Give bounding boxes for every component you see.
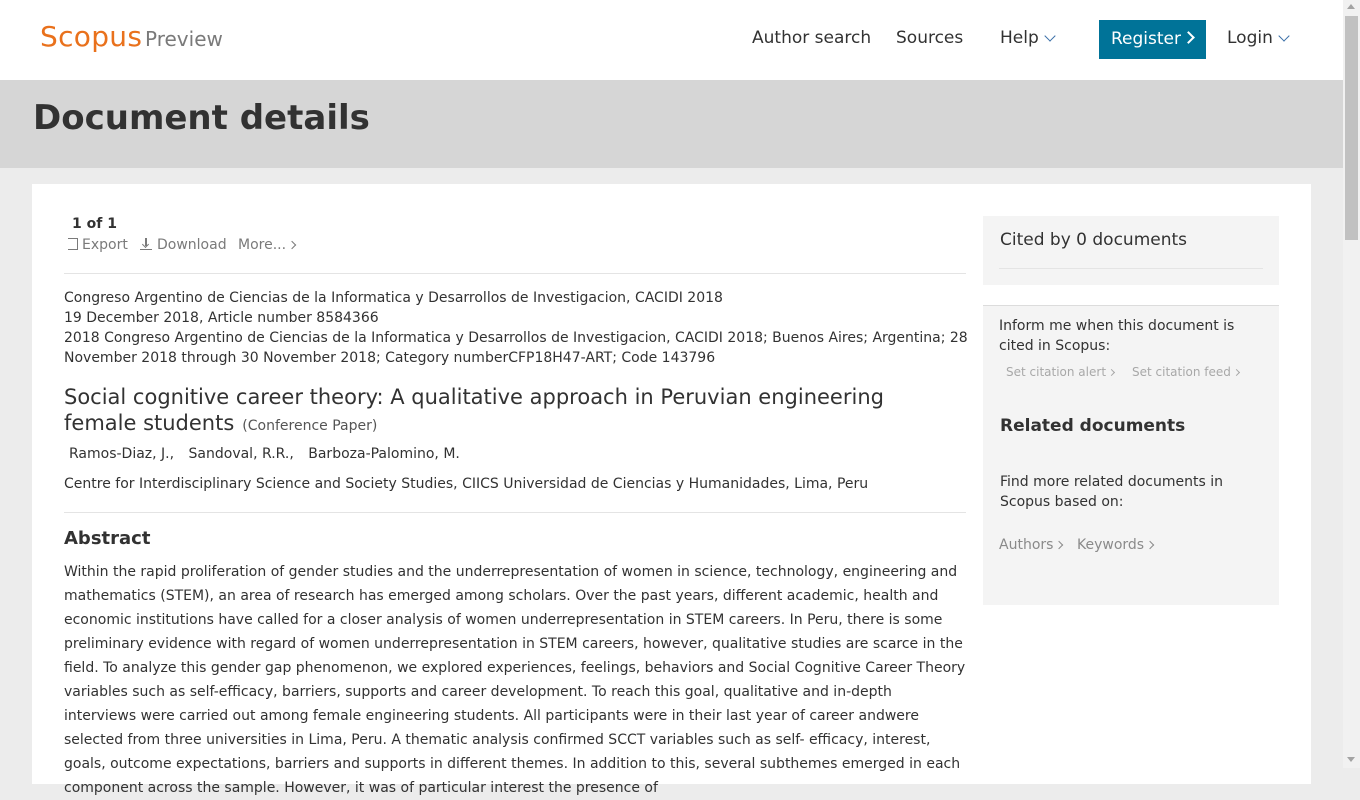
document-title [64, 384, 944, 439]
export-button[interactable] [68, 237, 128, 253]
register-button[interactable] [1099, 20, 1206, 59]
chevron-right-icon [1108, 369, 1115, 376]
author-link[interactable]: Barboza-Palomino, M. [308, 446, 460, 462]
logo-preview-label: Preview [145, 27, 223, 51]
nav-author-search[interactable]: Author search [752, 28, 872, 48]
conference-info: 2018 Congreso Argentino de Ciencias de la Informatica y Desarrollos de Investigacion, CACIDI 2018; Buenos Aires; Argentina; 28 [64, 330, 968, 346]
download-button[interactable] [140, 237, 227, 253]
nav-help-label: Help [1000, 28, 1039, 48]
set-citation-alert-label: Set citation alert [1006, 365, 1107, 379]
page-title: Document details [33, 98, 370, 138]
related-authors-link[interactable] [999, 537, 1062, 553]
chevron-down-icon [1278, 30, 1289, 41]
affiliation: Centre for Interdisciplinary Science and Society Studies, CIICS Universidad de Ciencias y Humanidades, Lima, Peru [64, 476, 869, 492]
author-link[interactable]: Sandoval, R.R., [188, 446, 294, 462]
nav-login-label: Login [1227, 28, 1273, 48]
source-title[interactable]: Congreso Argentino de Ciencias de la Informatica y Desarrollos de Investigacion, CACIDI 2018 [64, 290, 723, 306]
scopus-logo[interactable]: Scopus [40, 20, 143, 53]
nav-sources[interactable]: Sources [896, 28, 964, 48]
related-documents-heading: Related documents [1000, 416, 1186, 436]
scroll-down-arrow-icon[interactable] [1347, 757, 1355, 762]
chevron-down-icon [1044, 30, 1055, 41]
page-scrollbar[interactable] [1343, 0, 1360, 768]
source-date: 19 December 2018, Article number 8584366 [64, 310, 379, 326]
scroll-thumb[interactable] [1345, 16, 1358, 240]
author-list [69, 446, 470, 462]
related-keywords-link[interactable] [1077, 537, 1153, 553]
author-link[interactable]: Ramos-Diaz, J., [69, 446, 175, 462]
nav-login[interactable] [1227, 28, 1288, 48]
chevron-right-icon [288, 241, 296, 249]
cited-by-panel [983, 216, 1279, 285]
chevron-right-icon [1055, 541, 1063, 549]
find-more-text: Find more related documents in Scopus based on: [1000, 474, 1223, 510]
more-button[interactable] [238, 237, 295, 253]
divider [64, 273, 966, 274]
set-citation-alert-link[interactable] [1006, 365, 1114, 379]
top-header [0, 0, 1343, 80]
more-label: More... [238, 237, 287, 253]
chevron-right-icon [1146, 541, 1154, 549]
set-citation-feed-label: Set citation feed [1132, 365, 1231, 379]
set-citation-feed-link[interactable] [1132, 365, 1239, 379]
chevron-right-icon [1182, 31, 1195, 44]
divider [64, 512, 966, 513]
register-label: Register [1111, 29, 1181, 49]
cited-by-link[interactable]: Cited by 0 documents [1000, 230, 1188, 250]
result-count: 1 of 1 [72, 216, 117, 232]
download-label: Download [157, 237, 227, 253]
export-icon [68, 238, 78, 250]
conference-info-cont: November 2018 through 30 November 2018; Category numberCFP18H47-ART; Code 143796 [64, 350, 716, 366]
abstract-text: Within the rapid proliferation of gender studies and the underrepresentation of women in science, technology, engineering and mathematics (STEM), an area of research has emerged among scholars. Over the past years, different academic, health and economic institutions have called for a closer analysis of women underrepresentation in STEM careers. In Peru, there is some preliminary evidence with regard of women underrepresentation in STEM careers, however, qualitative studies are scarce in the field. To analyze this gender gap phenomenon, we explored experiences, feelings, behaviors and Social Cognitive Career Theory variables such as self-efficacy, barriers, supports and career development. To reach this goal, qualitative and in-depth interviews were carried out among female engineering students. All participants were in their last year of career andwere selected from three universities in Lima, Peru. A thematic analysis confirmed SCCT variables such as self- efficacy, interest, goals, outcome expectations, barriers and supports in different themes. In addition to this, several subthemes emerged in each component across the sample. However, it was of particular interest the presence of [64, 564, 966, 796]
nav-help[interactable] [1000, 28, 1054, 48]
related-keywords-label: Keywords [1077, 537, 1145, 553]
document-type: (Conference Paper) [242, 418, 378, 434]
scroll-up-arrow-icon[interactable] [1347, 4, 1355, 9]
abstract-heading: Abstract [64, 528, 151, 549]
chevron-right-icon [1233, 369, 1240, 376]
download-icon [140, 238, 152, 250]
related-authors-label: Authors [999, 537, 1054, 553]
divider [999, 268, 1263, 269]
document-title-text: Social cognitive career theory: A qualitative approach in Peruvian engineering female students [64, 385, 884, 435]
inform-text: Inform me when this document is cited in Scopus: [999, 318, 1235, 354]
export-label: Export [82, 237, 128, 253]
